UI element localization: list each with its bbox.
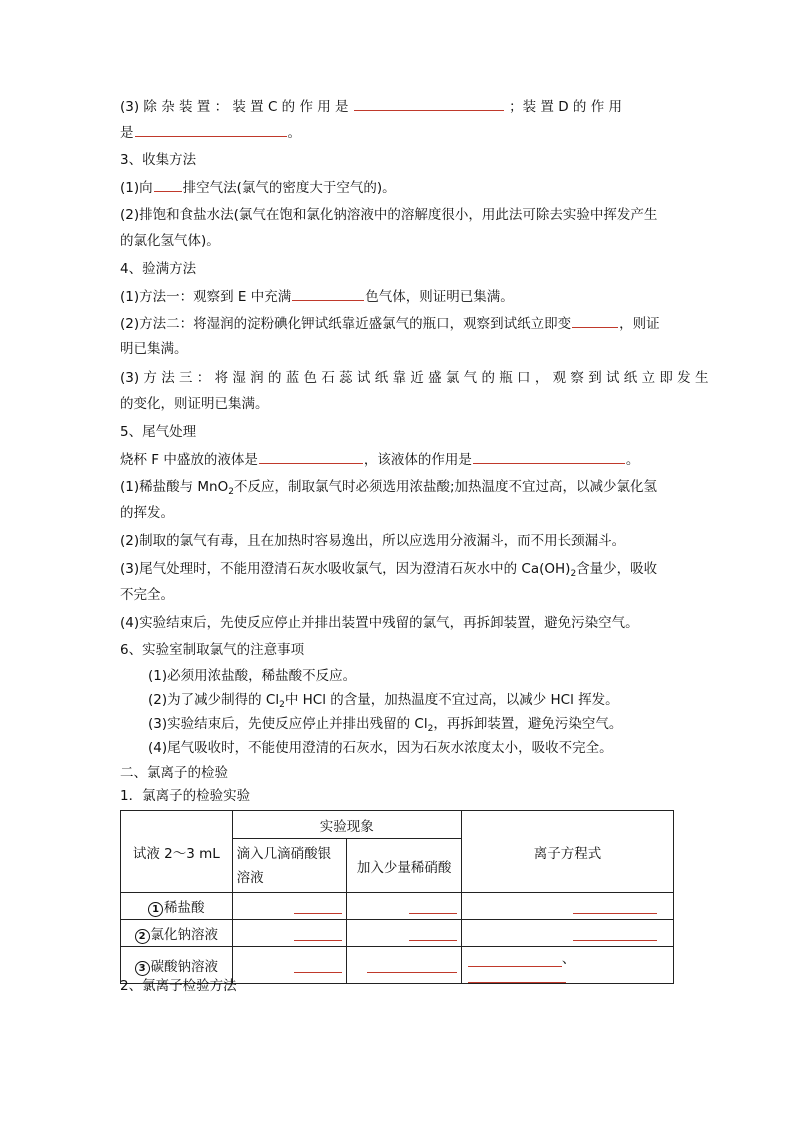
tail-beaker-line xyxy=(120,449,680,470)
subscript: 2 xyxy=(279,700,285,710)
subscript: 2 xyxy=(427,724,434,734)
answer-blank[interactable] xyxy=(292,286,364,301)
text: 、 xyxy=(561,951,576,967)
note-item-3 xyxy=(148,714,708,739)
tail-note-4: (4)实验结束后，先使反应停止并排出装置中残留的氯气，再拆卸装置，避免污染空气。 xyxy=(120,615,639,631)
item-3-line-1 xyxy=(120,96,680,117)
circled-number: 2 xyxy=(135,929,150,944)
circled-number: 1 xyxy=(148,902,163,917)
text: 。 xyxy=(287,125,301,141)
section-heading: 4、验满方法 xyxy=(120,261,197,277)
text: 中 HCl 的含量，加热温度不宜过高，以减少 HCl 挥发。 xyxy=(284,692,619,708)
text: (3) 除 杂 装 置 ： 装 置 C 的 作 用 是 xyxy=(120,99,349,115)
text: (2)为了减少制得的 Cl xyxy=(148,692,280,708)
text: (3)实验结束后，先使反应停止并排出残留的 Cl xyxy=(148,716,428,732)
answer-cell[interactable] xyxy=(461,893,673,920)
section-heading: 6、实验室制取氯气的注意事项 xyxy=(120,642,305,658)
text: 不反应，制取氯气时必须选用浓盐酸;加热温度不宜过高，以减少氯化氢 xyxy=(233,479,658,495)
tail-note-3-line-2: 不完全。 xyxy=(120,587,174,603)
row-label xyxy=(121,920,233,947)
tail-note-1-line-1 xyxy=(120,477,680,502)
table-row xyxy=(121,893,674,920)
text: 是 xyxy=(120,125,134,141)
full-method-2-line-2: 明已集满。 xyxy=(120,341,188,357)
header-sample: 试液 2～3 mL xyxy=(121,811,233,893)
collect-method-2-line-1: (2)排饱和食盐水法(氯气在饱和氯化钠溶液中的溶解度很小，用此法可除去实验中挥发产生 xyxy=(120,207,658,223)
collect-method-2-line-2: 的氯化氢气体)。 xyxy=(120,233,220,249)
text: 碳酸钠溶液 xyxy=(150,958,219,975)
answer-blank[interactable] xyxy=(259,449,363,464)
circled-number: 3 xyxy=(135,961,150,976)
answer-blank[interactable] xyxy=(354,96,504,111)
header-phenomenon: 实验现象 xyxy=(232,811,461,839)
answer-blank[interactable] xyxy=(154,177,182,192)
text: 。 xyxy=(625,452,640,468)
text: (2)方法二：将湿润的淀粉碘化钾试纸靠近盛氯气的瓶口，观察到试纸立即变 xyxy=(120,316,572,332)
text: ，再拆卸装置，避免污染空气。 xyxy=(433,716,623,732)
text: ；装 置 D 的 作 用 xyxy=(509,99,622,115)
text: 烧杯 F 中盛放的液体是 xyxy=(120,452,258,468)
text: 氯化钠溶液 xyxy=(150,926,219,943)
text: 排空气法(氯气的密度大于空气的)。 xyxy=(182,180,396,196)
chloride-test-table xyxy=(120,810,674,984)
header-agno3: 滴入几滴硝酸银溶液 xyxy=(232,839,347,893)
answer-blank[interactable] xyxy=(135,122,287,137)
text: (1)方法一：观察到 E 中充满 xyxy=(120,289,292,305)
item-3-line-2 xyxy=(120,122,680,143)
header-hno3: 加入少量稀硝酸 xyxy=(347,839,462,893)
full-method-3-line-1: (3) 方 法 三 ： 将 湿 润 的 蓝 色 石 蕊 试 纸 靠 近 盛 氯 气 的 瓶 口 ， 观 察 到 试 纸 立 即 发 生 xyxy=(120,370,709,386)
full-method-2-line-1 xyxy=(120,313,680,334)
section-heading: 3、收集方法 xyxy=(120,152,197,168)
collect-method-1 xyxy=(120,177,680,198)
answer-cell[interactable] xyxy=(347,920,462,947)
tail-note-2: (2)制取的氯气有毒，且在加热时容易逸出，所以应选用分液漏斗，而不用长颈漏斗。 xyxy=(120,533,626,549)
answer-cell[interactable] xyxy=(232,920,347,947)
text: ，该液体的作用是 xyxy=(363,452,472,468)
text: 稀盐酸 xyxy=(164,899,205,916)
row-label xyxy=(121,893,233,920)
section-heading: 5、尾气处理 xyxy=(120,424,197,440)
subscript: 2 xyxy=(570,569,577,579)
note-item-2 xyxy=(148,690,708,715)
section-2-sub-1: 1．氯离子的检验实验 xyxy=(120,788,251,804)
note-item-4: (4)尾气吸收时，不能使用澄清的石灰水，因为石灰水浓度太小，吸收不完全。 xyxy=(148,740,613,756)
tail-note-1-line-2: 的挥发。 xyxy=(120,505,174,521)
text: 色气体，则证明已集满。 xyxy=(365,289,514,305)
text: 含量少，吸收 xyxy=(576,561,658,577)
full-method-1 xyxy=(120,286,680,307)
table-row xyxy=(121,920,674,947)
section-2-heading: 二、氯离子的检验 xyxy=(120,765,228,781)
section-2-sub-2: 2、氯离子检验方法 xyxy=(120,978,237,994)
full-method-3-line-2: 的变化，则证明已集满。 xyxy=(120,396,269,412)
subscript: 2 xyxy=(228,487,234,497)
answer-cell[interactable] xyxy=(232,893,347,920)
text: (1)向 xyxy=(120,180,153,196)
header-ionic-equation: 离子方程式 xyxy=(461,811,673,893)
text: (1)稀盐酸与 MnO xyxy=(120,479,229,495)
text: (3)尾气处理时，不能用澄清石灰水吸收氯气，因为澄清石灰水中的 Ca(OH) xyxy=(120,561,571,577)
note-item-1: (1)必须用浓盐酸，稀盐酸不反应。 xyxy=(148,668,357,684)
answer-blank[interactable] xyxy=(572,313,618,328)
answer-cell[interactable] xyxy=(461,920,673,947)
tail-note-3-line-1 xyxy=(120,559,680,584)
answer-blank[interactable] xyxy=(473,449,625,464)
answer-cell[interactable] xyxy=(347,893,462,920)
text: ，则证 xyxy=(619,316,660,332)
